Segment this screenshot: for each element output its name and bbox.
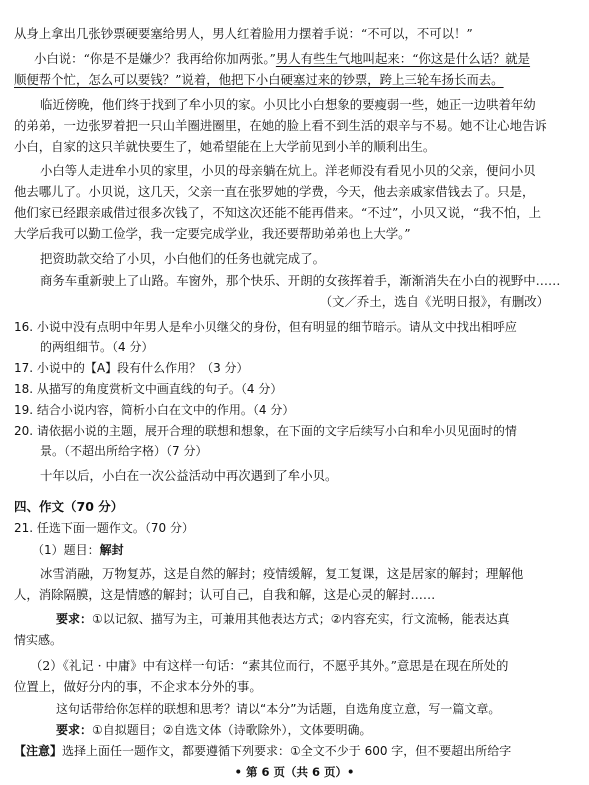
story-source: （文／乔土，选自《光明日报》，有删改） (319, 294, 549, 309)
question-18: 18. 从描写的角度赏析文中画直线的句子。（4 分） (14, 382, 283, 396)
story-paragraph-4-line-3: 他们家已经跟亲戚借过很多次钱了，不知这次还能不能再借来。“不过”，小贝又说，“我不怕，上 (14, 205, 542, 220)
story-paragraph-6: 商务车重新驶上了山路。车窗外，那个快乐、开朗的女孩挥着手，渐渐消失在小白的视野中…… (40, 273, 561, 288)
topic-1-label: （1）题目： (32, 543, 100, 557)
essay-section-title: 四、作文（70 分） (14, 499, 124, 514)
story-paragraph-3-line-2: 的弟弟，一边张罗着把一只山羊圈进圈里，在她的脸上看不到生活的艰辛与不易。她不让心地告诉 (14, 118, 547, 133)
topic-1-text-line-1: 冰雪消融，万物复苏，这是自然的解封；疫情缓解，复工复课，这是居家的解封；理解他 (40, 566, 524, 581)
story-paragraph-4-line-2: 他去哪儿了。小贝说，这几天，父亲一直在张罗她的学费，今天，他去亲戚家借钱去了。只是， (14, 184, 535, 199)
question-16-line-1: 16. 小说中没有点明中年男人是牟小贝继父的身份，但有明显的细节暗示。请从文中找出相呼应 (14, 320, 517, 334)
requirement-text-2: ①自拟题目；②自选文体（诗歌除外），文体要明确。 (92, 723, 372, 737)
question-20-line-2: 景。（不超出所给字格）（7 分） (40, 444, 208, 458)
underlined-sentence-cont: 顺便帮个忙，怎么可以要钱？” (14, 72, 182, 87)
underlined-sentence-end: 说着，他把下小白硬塞过来的钞票，跨上三轮车扬长而去。 (181, 72, 504, 87)
topic-2-line-1: （2）《礼记 · 中庸》中有这样一句话：“素其位而行，不愿乎其外。”意思是在现在所处的 (30, 658, 509, 673)
story-paragraph-1: 从身上拿出几张钞票硬要塞给男人，男人红着脸用力摆着手说：“不可以，不可以！” (14, 26, 473, 41)
story-paragraph-4-line-4: 大学后我可以勤工俭学，我一定要完成学业，我还要帮助弟弟也上大学。” (14, 226, 411, 241)
topic-1-requirement-line-1 (56, 610, 589, 629)
story-paragraph-3-line-1: 临近傍晚，他们终于找到了牟小贝的家。小贝比小白想象的要瘦弱一些，她正一边哄着年幼 (40, 97, 536, 112)
page-footer: • 第 6 页（共 6 页）• (234, 765, 355, 779)
note-text: 选择上面任一题作文，都要遵循下列要求：①全文不少于 600 字，但不要超出所给字 (62, 744, 512, 758)
topic-2-line-2: 位置上，做好分内的事，不企求本分外的事。 (14, 679, 262, 694)
story-paragraph-3-line-3: 小白，自家的这只羊就快要生了，她希望能在上大学前见到小羊的顺利出生。 (14, 139, 436, 154)
topic-1-text-line-2: 人，消除隔膜，这是情感的解封；认可自己，自我和解，这是心灵的解封…… (14, 587, 436, 602)
question-20-line-1: 20. 请依据小说的主题，展开合理的联想和想象，在下面的文字后续写小白和牟小贝见面时的情 (14, 424, 517, 438)
question-21: 21. 任选下面一题作文。（70 分） (14, 521, 194, 535)
topic-1-heading (32, 541, 589, 560)
requirement-label-2: 要求： (56, 723, 93, 737)
topic-1-title: 解封 (99, 543, 124, 557)
story-paragraph-2-line-2 (14, 70, 574, 89)
topic-1-requirement-line-2: 情实感。 (14, 633, 63, 647)
underlined-sentence: 男人有些生气地叫起来：“你这是什么话？就是 (275, 51, 531, 66)
topic-2-line-3: 这句话带给你怎样的联想和思考？请以“本分”为话题，自选角度立意，写一篇文章。 (56, 702, 501, 716)
topic-2-requirement (56, 721, 589, 740)
question-20-prompt: 十年以后，小白在一次公益活动中再次遇到了牟小贝。 (40, 468, 338, 483)
note-line-1 (14, 742, 574, 761)
requirement-text: ①以记叙、描写为主，可兼用其他表达方式；②内容充实，行文流畅，能表达真 (92, 612, 510, 626)
question-19: 19. 结合小说内容，简析小白在文中的作用。（4 分） (14, 403, 295, 417)
requirement-label: 要求： (56, 612, 93, 626)
story-paragraph-5: 把资助款交给了小贝，小白他们的任务也就完成了。 (40, 251, 325, 266)
dialogue-text: 小白说：“你是不是嫌少？我再给你加两张。” (34, 51, 276, 66)
note-label: 【注意】 (14, 744, 63, 758)
question-16-line-2: 的两组细节。（4 分） (40, 340, 154, 354)
question-17: 17. 小说中的【A】段有什么作用？（3 分） (14, 361, 249, 375)
story-paragraph-4-line-1: 小白等人走进牟小贝的家里，小贝的母亲躺在炕上。洋老师没有看见小贝的父亲，便问小贝 (40, 163, 536, 178)
story-paragraph-2-line-1 (34, 49, 574, 68)
